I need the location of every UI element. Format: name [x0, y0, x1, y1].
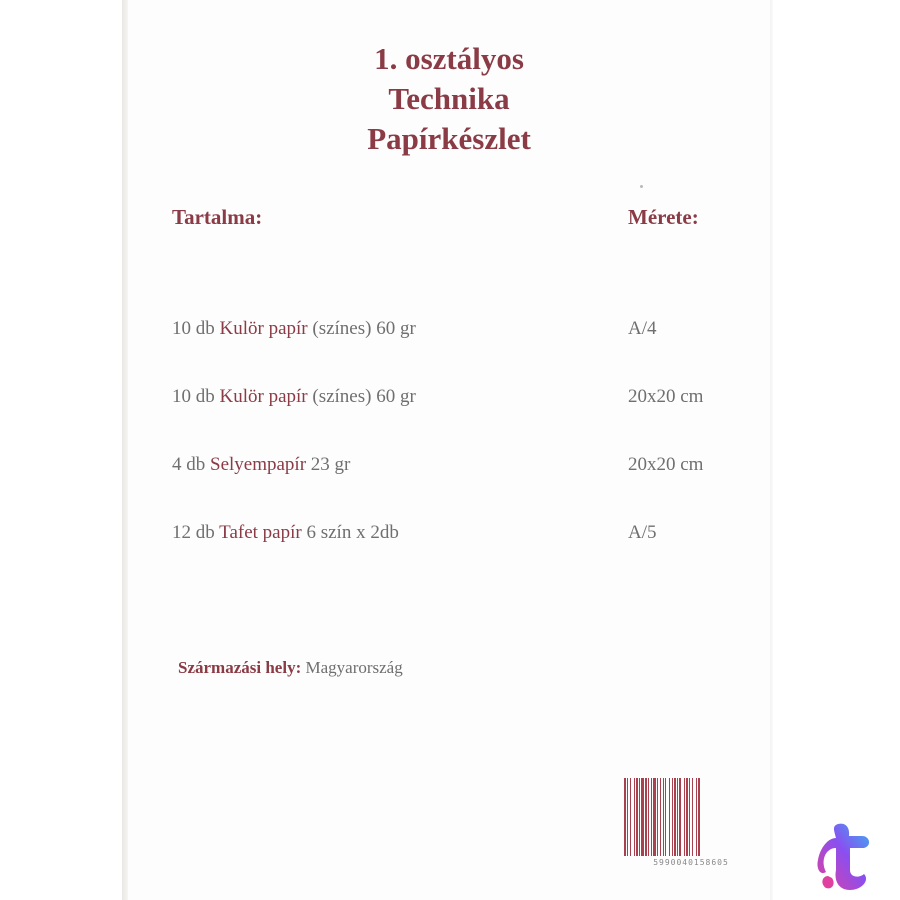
origin-line — [178, 658, 403, 678]
barcode-bar — [627, 778, 628, 856]
barcode-bar — [677, 778, 678, 856]
item-size: A/5 — [628, 522, 657, 543]
item-desc: 6 szín x 2db — [301, 522, 399, 543]
barcode-bar — [651, 778, 652, 856]
contents-header: Tartalma: — [172, 205, 263, 229]
item-row — [172, 318, 416, 340]
item-qty: 10 db — [172, 386, 215, 407]
item-row — [172, 522, 399, 544]
barcode-bar — [686, 778, 688, 856]
item-name: Selyempapír — [210, 454, 307, 475]
paper-speck — [640, 185, 643, 188]
barcode-bar — [696, 778, 697, 856]
page-right-edge — [770, 0, 773, 900]
item-qty: 10 db — [172, 318, 215, 339]
barcode-bar — [636, 778, 638, 856]
barcode-bar — [634, 778, 635, 856]
barcode-bar — [630, 778, 631, 856]
barcode-bar — [692, 778, 693, 856]
barcode-bar — [665, 778, 666, 856]
item-qty: 4 db — [172, 454, 206, 475]
barcode-bar — [641, 778, 644, 856]
origin-value: Magyarország — [305, 658, 403, 677]
title-line-3: Papírkészlet — [367, 121, 531, 156]
barcode-bar — [660, 778, 661, 856]
brand-logo-icon — [816, 820, 874, 892]
barcode-bar — [689, 778, 690, 856]
barcode-bar — [645, 778, 647, 856]
barcode-bar — [669, 778, 670, 856]
item-size: 20x20 cm — [628, 386, 704, 407]
item-name: Kulör papír — [219, 386, 308, 407]
item-desc: 23 gr — [306, 454, 351, 475]
barcode-bar — [624, 778, 626, 856]
title-line-2: Technika — [388, 81, 510, 116]
barcode-bar — [657, 778, 658, 856]
item-name: Kulör papír — [219, 318, 308, 339]
barcode-bar — [653, 778, 656, 856]
item-desc: (színes) 60 gr — [307, 318, 416, 339]
barcode-bar — [698, 778, 700, 856]
barcode-bar — [674, 778, 676, 856]
size-header: Mérete: — [628, 205, 699, 229]
barcode-bar — [679, 778, 681, 856]
item-qty: 12 db — [172, 522, 215, 543]
barcode — [622, 778, 760, 870]
item-row — [172, 454, 350, 476]
barcode-bar — [684, 778, 685, 856]
barcode-bar — [663, 778, 664, 856]
title-line-1: 1. osztályos — [374, 41, 524, 76]
item-size: A/4 — [628, 318, 657, 339]
barcode-number: 5990040158605 — [653, 858, 729, 867]
barcode-bar — [648, 778, 649, 856]
barcode-bar — [672, 778, 673, 856]
item-row — [172, 386, 416, 408]
item-name: Tafet papír — [219, 522, 302, 543]
item-desc: (színes) 60 gr — [307, 386, 416, 407]
barcode-bar — [639, 778, 640, 856]
item-size: 20x20 cm — [628, 454, 704, 475]
origin-label: Származási hely: — [178, 658, 302, 677]
